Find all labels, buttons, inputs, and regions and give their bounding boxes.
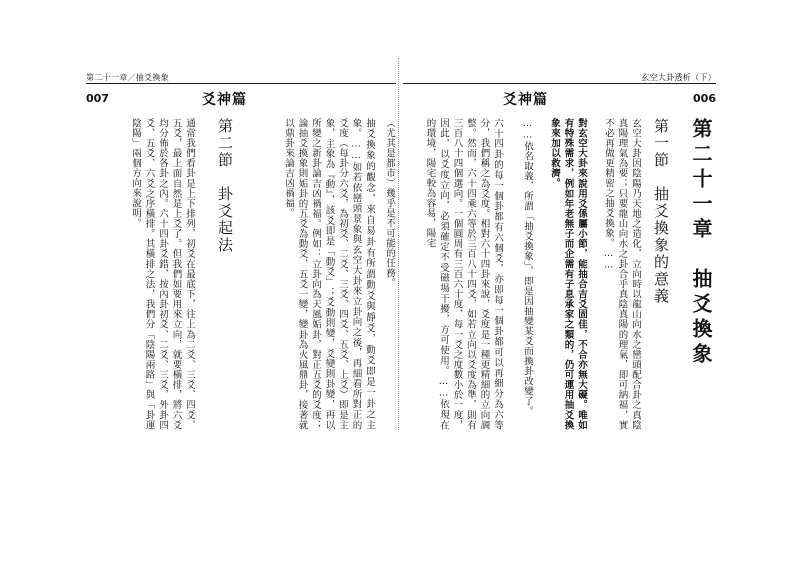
- chapter-title: 第二十一章 抽爻換象: [689, 118, 713, 368]
- paragraph-intro: 玄空大卦因陰陽乃天地之造化，立向時以龍山向水之巒頭配合卦之真陰真陽理氣為要；只要龍山向水之卦合乎真陰真陽的理氣，即可納福，實不必再做更精密之抽爻換象。……: [603, 118, 641, 430]
- page-gutter: [398, 58, 400, 430]
- paragraph-concept: 抽爻換象的觀念，來自易卦有所謂動爻與靜爻，動爻即是一卦之主象。……如若依巒頭景象與玄空大卦來立卦向之後，再細看所對正的爻度（每卦分六爻，為初爻、二爻、三爻、四爻、五爻、上爻）即是主象，主象為『動』，該爻即是「動爻」；爻動則變，爻變則卦變，再以所變之新卦論吉凶禍福。例如：立卦向為天風姤卦，對正五爻的爻度；論抽爻換象則姤卦的五爻為動爻，五爻一變，變卦為火風鼎卦，接著就以鼎卦來論吉凶禍福。: [283, 118, 375, 430]
- paragraph-yao-degree: 六十四卦的每一個卦都有六個爻，亦即每一個卦都可以再細分為六等分，我們稱之為爻度。相對六十四卦來說，爻度是一種更精細的立向調整。然而，六十四乘六等於三百八十四爻，如若立向以爻度為準，則有三百八十四個選向。一個圓周有三百六十度，每一爻之度數小於一度，因此，以爻度立向，必須確定不受磁場干擾，方可使用。……依現在的環境，陽宅較為容易，陽宅: [424, 118, 503, 430]
- running-logo-right: 爻神篇: [503, 92, 548, 108]
- left-page-body: [86, 118, 396, 430]
- section-title-1: 第一節 抽爻換象的意義: [652, 118, 670, 305]
- header-rule-right: [403, 83, 716, 84]
- right-page-body: [403, 118, 716, 430]
- page-number-left: 007: [86, 92, 109, 105]
- paragraph-emphasis: 對玄空大卦來說用爻係屬小節，能抽合吉爻固佳，不合亦無大礙。唯如有特殊需求，例如年老無子而企需有子息承家之類的，仍可運用抽爻換象來加以救濟。: [549, 118, 587, 430]
- right-page: [403, 58, 716, 430]
- paragraph-urban-note: （尤其是都市）幾乎是不可能的任務。: [384, 118, 395, 288]
- paragraph-arrangement: 通常我們看卦是上下排列，初爻在最底下，往上為二爻、三爻、四爻、五爻，最上面自然是上爻了。但我們如要用來立向，就要橫排，將六爻均分佈於各卦之內。六十四卦爻錯，按內卦初爻、二爻、三爻，外卦四爻、五爻、六爻之序橫排。其橫排之法，我們分「陰陽兩路」與「卦運陰陽」兩個方向來說明。: [130, 118, 195, 430]
- paragraph-intro-end: ……依名取義，所謂「抽爻換象」，即是因抽變某爻而換卦改變了。: [522, 118, 533, 417]
- page-number-right: 006: [693, 92, 716, 105]
- running-logo-left: 爻神篇: [202, 92, 247, 108]
- header-rule-left: [86, 83, 396, 84]
- running-head-left: 第二十一章／抽爻換象: [86, 73, 169, 82]
- left-page: [86, 58, 396, 430]
- section-title-2: 第二節 卦爻起法: [216, 118, 234, 254]
- running-head-right: 玄空大卦透析（下）: [641, 73, 716, 82]
